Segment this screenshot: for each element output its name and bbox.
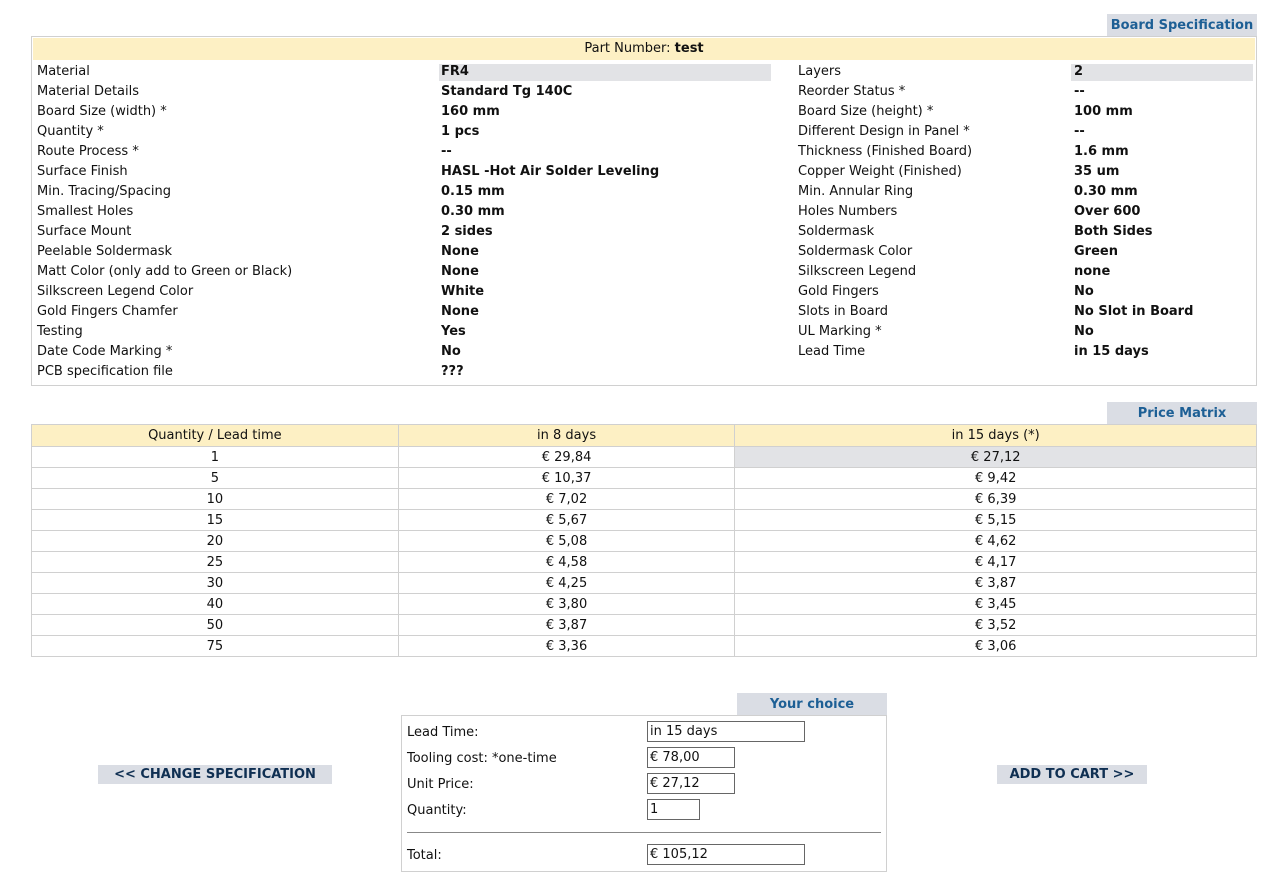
right-spec-label: UL Marking * bbox=[798, 324, 882, 339]
add-to-cart-button[interactable]: ADD TO CART >> bbox=[997, 765, 1147, 784]
right-spec-label: Soldermask bbox=[798, 224, 875, 239]
price-row bbox=[32, 489, 1257, 510]
price-header-row bbox=[32, 425, 1257, 447]
left-spec-label: Material bbox=[37, 64, 90, 79]
price-15-days-cell[interactable]: € 27,12 bbox=[735, 447, 1257, 468]
right-spec-value: No Slot in Board bbox=[1074, 304, 1194, 319]
price-row bbox=[32, 531, 1257, 552]
right-spec-label: Thickness (Finished Board) bbox=[798, 144, 973, 159]
your-choice-tab: Your choice bbox=[737, 693, 887, 716]
price-quantity-cell: 75 bbox=[32, 636, 399, 657]
left-spec-value: FR4 bbox=[441, 64, 469, 79]
price-8-days-cell[interactable]: € 4,25 bbox=[398, 573, 735, 594]
price-row bbox=[32, 636, 1257, 657]
left-spec-label: Matt Color (only add to Green or Black) bbox=[37, 264, 293, 279]
board-specification-tab: Board Specification bbox=[1107, 14, 1257, 37]
choice-divider bbox=[407, 832, 881, 833]
price-15-days-cell[interactable]: € 4,17 bbox=[735, 552, 1257, 573]
left-spec-label: Route Process * bbox=[37, 144, 139, 159]
right-spec-label: Reorder Status * bbox=[798, 84, 906, 99]
part-number-label: Part Number: bbox=[584, 41, 671, 56]
right-spec-value: 1.6 mm bbox=[1074, 144, 1129, 159]
right-spec-label: Gold Fingers bbox=[798, 284, 879, 299]
price-15-days-cell[interactable]: € 3,87 bbox=[735, 573, 1257, 594]
price-quantity-cell: 10 bbox=[32, 489, 399, 510]
header-quantity-lead-time: Quantity / Lead time bbox=[32, 425, 399, 447]
left-spec-label: Min. Tracing/Spacing bbox=[37, 184, 172, 199]
header-8-days: in 8 days bbox=[398, 425, 735, 447]
left-spec-label: Peelable Soldermask bbox=[37, 244, 173, 259]
price-8-days-cell[interactable]: € 5,08 bbox=[398, 531, 735, 552]
left-spec-label: Surface Mount bbox=[37, 224, 132, 239]
price-8-days-cell[interactable]: € 4,58 bbox=[398, 552, 735, 573]
price-15-days-cell[interactable]: € 3,52 bbox=[735, 615, 1257, 636]
left-spec-label: Surface Finish bbox=[37, 164, 128, 179]
price-15-days-cell[interactable]: € 3,45 bbox=[735, 594, 1257, 615]
layers-value-highlight bbox=[1071, 64, 1253, 81]
left-spec-label: Testing bbox=[37, 324, 83, 339]
price-row bbox=[32, 594, 1257, 615]
your-choice-panel bbox=[401, 715, 887, 872]
right-spec-label: Silkscreen Legend bbox=[798, 264, 917, 279]
left-spec-value: White bbox=[441, 284, 485, 299]
part-number-value: test bbox=[674, 41, 704, 56]
left-spec-value: 1 pcs bbox=[441, 124, 480, 139]
right-spec-value: Green bbox=[1074, 244, 1118, 259]
price-row bbox=[32, 510, 1257, 531]
quantity-field[interactable] bbox=[647, 799, 700, 820]
price-row bbox=[32, 447, 1257, 468]
left-spec-value: Standard Tg 140C bbox=[441, 84, 573, 99]
price-quantity-cell: 20 bbox=[32, 531, 399, 552]
left-spec-value: 0.30 mm bbox=[441, 204, 505, 219]
left-spec-value: None bbox=[441, 304, 479, 319]
price-row bbox=[32, 573, 1257, 594]
left-spec-label: Date Code Marking * bbox=[37, 344, 173, 359]
left-spec-label: Board Size (width) * bbox=[37, 104, 167, 119]
right-spec-label: Layers bbox=[798, 64, 842, 79]
price-8-days-cell[interactable]: € 10,37 bbox=[398, 468, 735, 489]
price-quantity-cell: 5 bbox=[32, 468, 399, 489]
price-quantity-cell: 25 bbox=[32, 552, 399, 573]
left-spec-value: -- bbox=[441, 144, 452, 159]
board-specification-panel bbox=[31, 36, 1257, 386]
left-spec-value: No bbox=[441, 344, 461, 359]
price-15-days-cell[interactable]: € 3,06 bbox=[735, 636, 1257, 657]
right-spec-value: 35 um bbox=[1074, 164, 1120, 179]
price-8-days-cell[interactable]: € 3,36 bbox=[398, 636, 735, 657]
unit-price-label: Unit Price: bbox=[407, 777, 474, 792]
left-spec-label: Material Details bbox=[37, 84, 140, 99]
unit-price-field[interactable] bbox=[647, 773, 735, 794]
price-quantity-cell: 1 bbox=[32, 447, 399, 468]
price-row bbox=[32, 468, 1257, 489]
right-spec-label: Different Design in Panel * bbox=[798, 124, 970, 139]
right-spec-value: No bbox=[1074, 284, 1094, 299]
left-spec-label: PCB specification file bbox=[37, 364, 173, 379]
total-label: Total: bbox=[407, 848, 442, 863]
price-quantity-cell: 50 bbox=[32, 615, 399, 636]
price-15-days-cell[interactable]: € 5,15 bbox=[735, 510, 1257, 531]
price-15-days-cell[interactable]: € 6,39 bbox=[735, 489, 1257, 510]
price-quantity-cell: 40 bbox=[32, 594, 399, 615]
left-spec-value: None bbox=[441, 264, 479, 279]
left-spec-label: Smallest Holes bbox=[37, 204, 134, 219]
price-row bbox=[32, 552, 1257, 573]
tooling-cost-label: Tooling cost: *one-time bbox=[407, 751, 557, 766]
price-8-days-cell[interactable]: € 29,84 bbox=[398, 447, 735, 468]
left-spec-value: ??? bbox=[441, 364, 464, 379]
header-15-days: in 15 days (*) bbox=[735, 425, 1257, 447]
price-matrix-table bbox=[31, 424, 1257, 657]
price-quantity-cell: 15 bbox=[32, 510, 399, 531]
right-spec-value: No bbox=[1074, 324, 1094, 339]
right-spec-label: Slots in Board bbox=[798, 304, 889, 319]
right-spec-value: 2 bbox=[1074, 64, 1084, 79]
tooling-cost-field[interactable] bbox=[647, 747, 735, 768]
change-specification-button[interactable]: << CHANGE SPECIFICATION bbox=[98, 765, 332, 784]
left-spec-label: Silkscreen Legend Color bbox=[37, 284, 194, 299]
left-spec-label: Gold Fingers Chamfer bbox=[37, 304, 178, 319]
lead-time-field[interactable] bbox=[647, 721, 805, 742]
price-8-days-cell[interactable]: € 7,02 bbox=[398, 489, 735, 510]
right-spec-label: Board Size (height) * bbox=[798, 104, 934, 119]
left-spec-value: 160 mm bbox=[441, 104, 500, 119]
right-spec-label: Copper Weight (Finished) bbox=[798, 164, 962, 179]
right-spec-value: 100 mm bbox=[1074, 104, 1133, 119]
right-spec-value: -- bbox=[1074, 124, 1085, 139]
total-field[interactable] bbox=[647, 844, 805, 865]
left-spec-value: Yes bbox=[441, 324, 466, 339]
price-quantity-cell: 30 bbox=[32, 573, 399, 594]
price-8-days-cell[interactable]: € 3,87 bbox=[398, 615, 735, 636]
left-spec-value: 0.15 mm bbox=[441, 184, 505, 199]
right-spec-value: none bbox=[1074, 264, 1111, 279]
price-15-days-cell[interactable]: € 4,62 bbox=[735, 531, 1257, 552]
price-8-days-cell[interactable]: € 5,67 bbox=[398, 510, 735, 531]
material-value-highlight bbox=[439, 64, 771, 81]
right-spec-value: 0.30 mm bbox=[1074, 184, 1138, 199]
right-spec-label: Lead Time bbox=[798, 344, 866, 359]
right-spec-label: Soldermask Color bbox=[798, 244, 913, 259]
right-spec-value: Both Sides bbox=[1074, 224, 1153, 239]
part-number-header bbox=[33, 38, 1255, 60]
price-15-days-cell[interactable]: € 9,42 bbox=[735, 468, 1257, 489]
left-spec-value: None bbox=[441, 244, 479, 259]
right-spec-value: Over 600 bbox=[1074, 204, 1141, 219]
right-spec-label: Holes Numbers bbox=[798, 204, 898, 219]
left-spec-value: 2 sides bbox=[441, 224, 493, 239]
right-spec-value: -- bbox=[1074, 84, 1085, 99]
left-spec-value: HASL -Hot Air Solder Leveling bbox=[441, 164, 660, 179]
price-row bbox=[32, 615, 1257, 636]
right-spec-value: in 15 days bbox=[1074, 344, 1149, 359]
price-matrix-tab: Price Matrix bbox=[1107, 402, 1257, 425]
left-spec-label: Quantity * bbox=[37, 124, 104, 139]
price-8-days-cell[interactable]: € 3,80 bbox=[398, 594, 735, 615]
right-spec-label: Min. Annular Ring bbox=[798, 184, 914, 199]
quantity-label: Quantity: bbox=[407, 803, 467, 818]
lead-time-label: Lead Time: bbox=[407, 725, 479, 740]
